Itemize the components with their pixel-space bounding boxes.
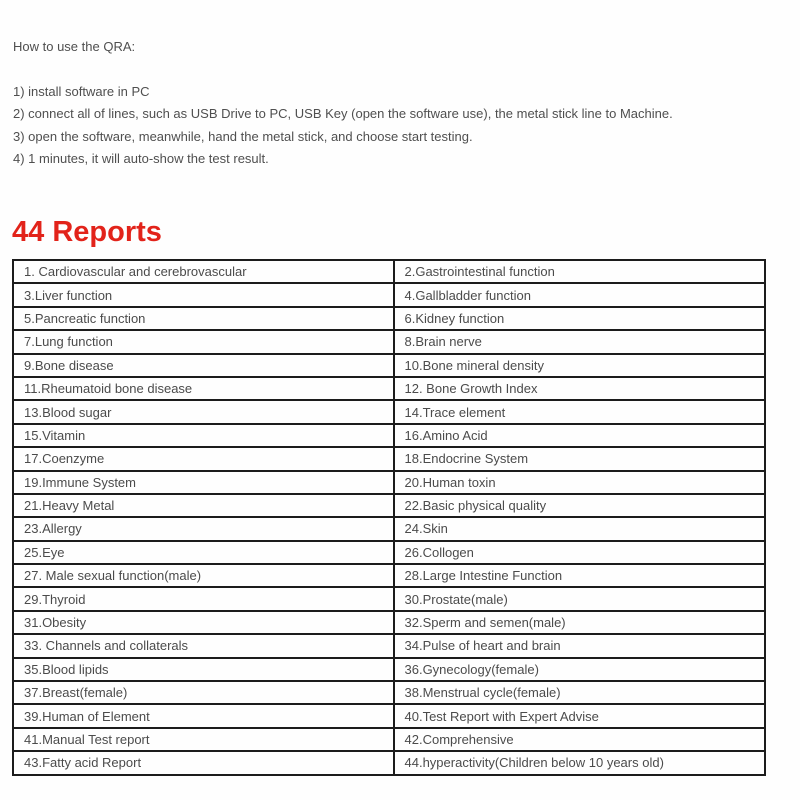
report-cell: 9.Bone disease [13,354,394,377]
table-row [13,704,765,727]
table-row [13,564,765,587]
report-cell: 12. Bone Growth Index [394,377,766,400]
instruction-step: 1) install software in PC [13,83,150,99]
table-row [13,658,765,681]
report-cell: 43.Fatty acid Report [13,751,394,774]
table-row [13,728,765,751]
table-row [13,681,765,704]
report-cell: 3.Liver function [13,283,394,306]
report-cell: 21.Heavy Metal [13,494,394,517]
report-cell: 15.Vitamin [13,424,394,447]
usage-instructions [13,36,787,171]
reports-heading: 44 Reports [12,216,162,248]
table-row [13,330,765,353]
report-cell: 20.Human toxin [394,471,766,494]
report-cell: 33. Channels and collaterals [13,634,394,657]
report-cell: 29.Thyroid [13,587,394,610]
report-cell: 30.Prostate(male) [394,587,766,610]
report-cell: 11.Rheumatoid bone disease [13,377,394,400]
report-cell: 25.Eye [13,541,394,564]
report-cell: 24.Skin [394,517,766,540]
table-row [13,587,765,610]
report-cell: 34.Pulse of heart and brain [394,634,766,657]
report-cell: 16.Amino Acid [394,424,766,447]
table-row [13,471,765,494]
report-cell: 13.Blood sugar [13,400,394,423]
table-row [13,541,765,564]
report-cell: 23.Allergy [13,517,394,540]
instructions-step-list [13,81,787,171]
table-row [13,377,765,400]
report-cell: 14.Trace element [394,400,766,423]
instruction-step: 3) open the software, meanwhile, hand the metal stick, and choose start testing. [13,128,473,144]
report-cell: 40.Test Report with Expert Advise [394,704,766,727]
reports-table [12,259,766,776]
table-row [13,400,765,423]
report-cell: 37.Breast(female) [13,681,394,704]
report-cell: 41.Manual Test report [13,728,394,751]
report-cell: 7.Lung function [13,330,394,353]
report-cell: 31.Obesity [13,611,394,634]
report-cell: 18.Endocrine System [394,447,766,470]
report-cell: 22.Basic physical quality [394,494,766,517]
report-cell: 1. Cardiovascular and cerebrovascular [13,260,394,283]
table-row [13,751,765,774]
table-row [13,283,765,306]
table-row [13,447,765,470]
report-cell: 17.Coenzyme [13,447,394,470]
report-cell: 5.Pancreatic function [13,307,394,330]
report-cell: 28.Large Intestine Function [394,564,766,587]
report-cell: 27. Male sexual function(male) [13,564,394,587]
report-cell: 10.Bone mineral density [394,354,766,377]
table-row [13,354,765,377]
table-row [13,307,765,330]
table-row [13,424,765,447]
report-cell: 32.Sperm and semen(male) [394,611,766,634]
instruction-step: 2) connect all of lines, such as USB Drive to PC, USB Key (open the software use), the metal stick line to Machine. [13,106,673,121]
instruction-step: 4) 1 minutes, it will auto-show the test result. [13,151,269,166]
report-cell: 36.Gynecology(female) [394,658,766,681]
table-row [13,260,765,283]
report-cell: 19.Immune System [13,471,394,494]
table-row [13,611,765,634]
table-row [13,494,765,517]
instructions-title: How to use the QRA: [13,39,136,54]
report-cell: 2.Gastrointestinal function [394,260,766,283]
report-cell: 42.Comprehensive [394,728,766,751]
report-cell: 39.Human of Element [13,704,394,727]
table-row [13,634,765,657]
report-cell: 8.Brain nerve [394,330,766,353]
report-cell: 26.Collogen [394,541,766,564]
report-cell: 4.Gallbladder function [394,283,766,306]
report-cell: 38.Menstrual cycle(female) [394,681,766,704]
report-cell: 6.Kidney function [394,307,766,330]
report-cell: 35.Blood lipids [13,658,394,681]
report-cell: 44.hyperactivity(Children below 10 years old) [394,751,766,774]
reports-table-body [13,260,765,775]
table-row [13,517,765,540]
